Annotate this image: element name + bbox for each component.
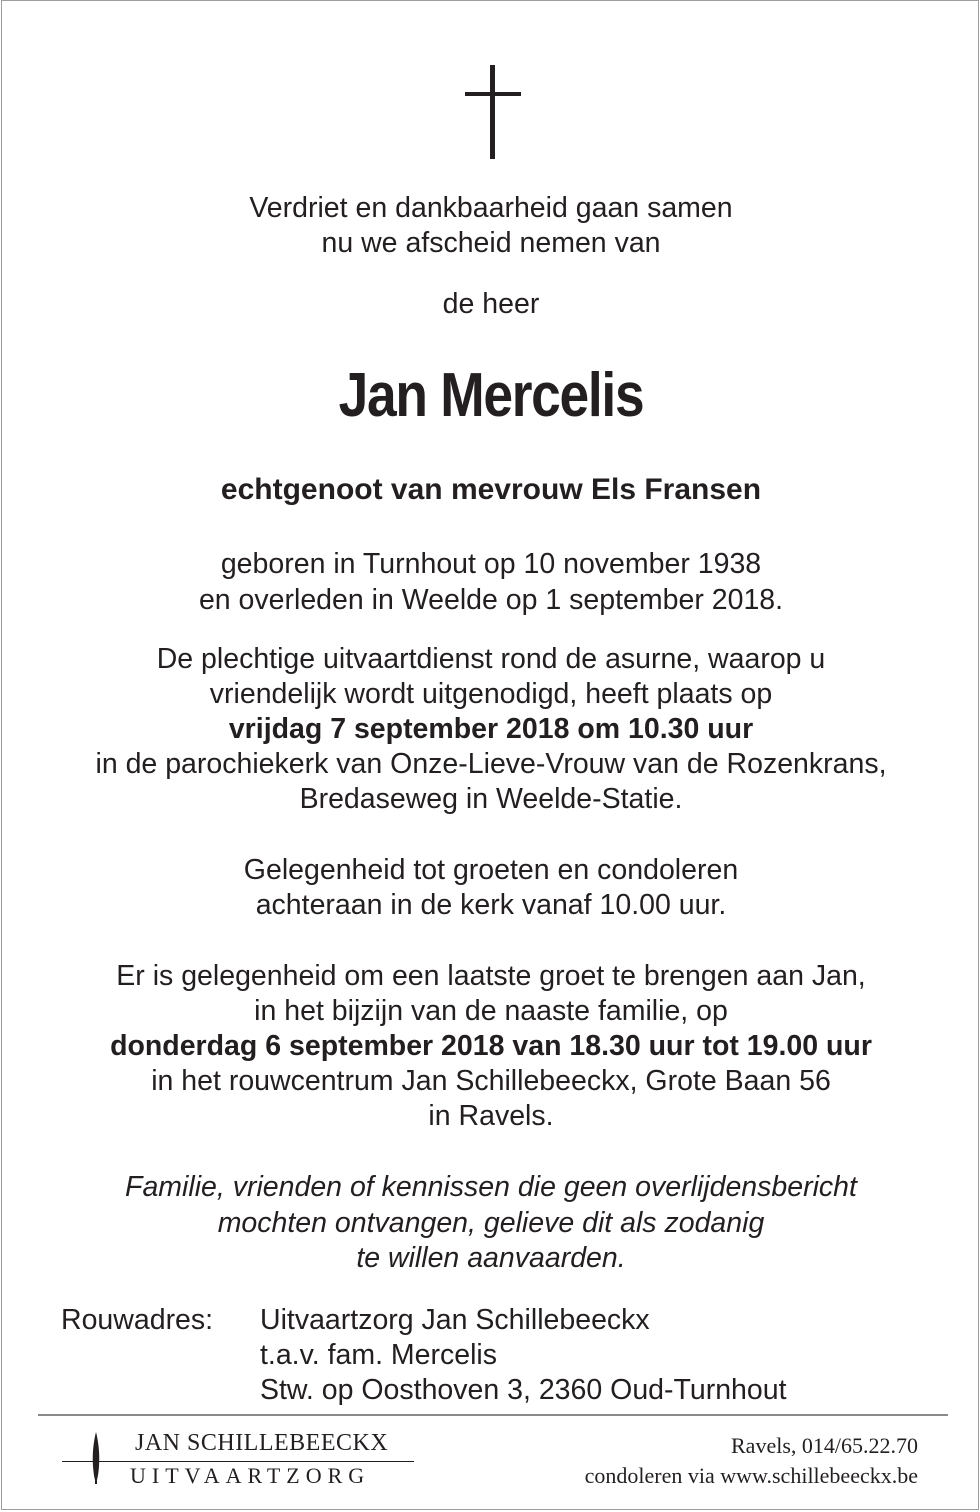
contact-website: condoleren via www.schillebeeckx.be: [584, 1463, 918, 1488]
farewell-line-1: Er is gelegenheid om een laatste groet te brengen aan Jan,: [116, 960, 866, 992]
farewell-place-2: in Ravels.: [428, 1100, 554, 1132]
condolence-line-1: Gelegenheid tot groeten en condoleren: [243, 854, 739, 886]
deceased-name: Jan Mercelis: [338, 361, 644, 430]
condolence-line-2: achteraan in de kerk vanaf 10.00 uur.: [255, 889, 727, 921]
intro-line-2: nu we afscheid nemen van: [321, 227, 661, 259]
service-line-2: vriendelijk wordt uitgenodigd, heeft plaats op: [209, 678, 773, 710]
cross-icon: [465, 65, 521, 159]
service-place-1: in de parochiekerk van Onze-Lieve-Vrouw van de Rozenkrans,: [95, 748, 887, 780]
notice-line-2: mochten ontvangen, gelieve dit als zodanig: [217, 1207, 765, 1239]
address-label: Rouwadres:: [61, 1304, 214, 1336]
service-line-1: De plechtige uitvaartdienst rond de asurne, waarop u: [156, 643, 826, 675]
footer-divider: [38, 1414, 948, 1416]
intro-line-1: Verdriet en dankbaarheid gaan samen: [249, 192, 733, 224]
service-date: vrijdag 7 september 2018 om 10.30 uur: [228, 713, 754, 745]
birth-line: geboren in Turnhout op 10 november 1938: [220, 548, 762, 580]
address-line-1: Uitvaartzorg Jan Schillebeeckx: [260, 1304, 650, 1336]
honorific: de heer: [442, 288, 540, 320]
service-place-2: Bredaseweg in Weelde-Statie.: [299, 783, 683, 815]
notice-line-1: Familie, vrienden of kennissen die geen overlijdensbericht: [125, 1171, 857, 1203]
farewell-place-1: in het rouwcentrum Jan Schillebeeckx, Grote Baan 56: [151, 1065, 831, 1097]
farewell-line-2: in het bijzijn van de naaste familie, op: [254, 995, 728, 1027]
logo-name: JAN SCHILLEBEECKX: [135, 1430, 389, 1456]
address-line-2: t.a.v. fam. Mercelis: [260, 1339, 498, 1371]
address-line-3: Stw. op Oosthoven 3, 2360 Oud-Turnhout: [260, 1374, 787, 1406]
farewell-date: donderdag 6 september 2018 van 18.30 uur tot 19.00 uur: [110, 1030, 872, 1062]
notice-line-3: te willen aanvaarden.: [356, 1242, 626, 1274]
contact-phone: Ravels, 014/65.22.70: [731, 1433, 918, 1458]
death-line: en overleden in Weelde op 1 september 2018.: [198, 584, 784, 616]
logo-subtitle: UITVAARTZORG: [130, 1463, 371, 1488]
spouse-line: echtgenoot van mevrouw Els Fransen: [220, 473, 762, 506]
obituary-card: [1, 0, 979, 1510]
cypress-tree-icon: [91, 1432, 101, 1484]
